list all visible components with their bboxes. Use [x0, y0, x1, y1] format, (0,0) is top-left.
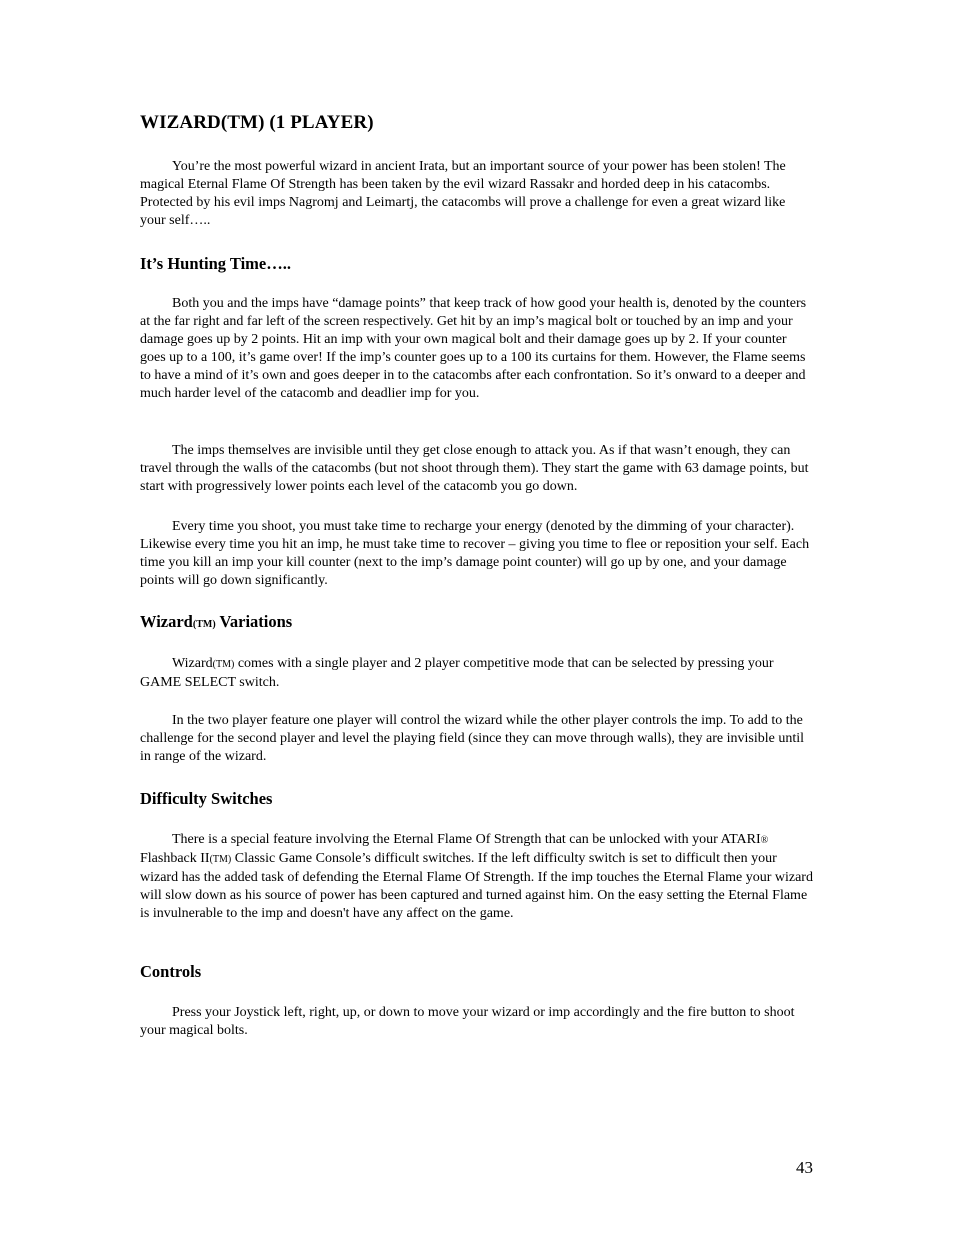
page-number: 43 — [796, 1158, 813, 1177]
hunting-paragraph-3: Every time you shoot, you must take time to recharge your energy (denoted by the dimming of your character). Likewise every time you hit an imp, he must take time to recover – giving you time to flee or reposition your self. Each time you kill an imp your kill counter (next to the imp’s damage point counter) will go up by one, and your damage points will go down significantly. — [140, 519, 810, 589]
hunting-heading: It’s Hunting Time….. — [140, 254, 291, 273]
difficulty-text-rest: Classic Game Console’s difficult switches. If the left difficulty switch is set to difficult then your wizard has the added task of defending the Eternal Flame Of Strength. If the imp touches the Eternal Flame your wizard will slow down as his source of power has been captured and turned against him. On the easy setting the Eternal Flame is invulnerable to the imp and doesn't have any affect on the game. — [140, 851, 813, 922]
variations-paragraph-2: In the two player feature one player will control the wizard while the other player controls the imp. To add to the challenge for the second player and level the playing field (since they can move through walls), they are invisible until in range of the wizard. — [140, 713, 805, 765]
variations-paragraph-1 — [140, 655, 814, 692]
variations-heading-main: Wizard — [140, 612, 193, 631]
variations-heading-rest: Variations — [215, 612, 293, 631]
difficulty-tm: (TM) — [209, 854, 232, 866]
variations-heading-tm: (TM) — [192, 619, 216, 630]
hunting-paragraph-2: The imps themselves are invisible until they get close enough to attack you. As if that wasn’t enough, they can travel through the walls of the catacombs (but not shoot through them). They start the game with 63 damage points, but start with progressively lower points each level of the catacomb you go down. — [140, 443, 809, 495]
difficulty-text-mid: Flashback II — [140, 851, 210, 867]
page-title: WIZARD(TM) (1 PLAYER) — [140, 112, 374, 133]
controls-paragraph: Press your Joystick left, right, up, or down to move your wizard or imp accordingly and the fire button to shoot your magical bolts. — [140, 1005, 795, 1039]
variations-text: comes with a single player and 2 player competitive mode that can be selected by pressing your GAME SELECT switch. — [140, 656, 774, 691]
variations-tm: (TM) — [212, 659, 235, 670]
variations-word: Wizard — [172, 656, 213, 671]
intro-paragraph: You’re the most powerful wizard in ancient Irata, but an important source of your power has been stolen! The magical Eternal Flame Of Strength has been taken by the evil wizard Rassakr and horded deep in his catacombs. Protected by his evil imps Nagromj and Leimartj, the catacombs will prove a challenge for even a great wizard like your self….. — [140, 159, 786, 229]
difficulty-paragraph — [140, 831, 814, 923]
registered-mark: ® — [760, 835, 769, 846]
variations-heading — [140, 612, 292, 632]
difficulty-text-start: There is a special feature involving the Eternal Flame Of Strength that can be unlocked with your ATARI — [172, 832, 761, 847]
difficulty-heading: Difficulty Switches — [140, 789, 273, 808]
controls-heading: Controls — [140, 962, 202, 981]
hunting-paragraph-1: Both you and the imps have “damage points” that keep track of how good your health is, denoted by the counters at the far right and far left of the screen respectively. Get hit by an imp’s magical bolt or touched by an imp and your damage goes up by 2 points. Hit an imp with your own magical bolt and their damage goes up by 2. If your counter goes up to a 100, it’s game over! If the imp’s counter goes up to a 100 its curtains for them. However, the Flame seems to have a mind of it’s own and goes deeper in to the catacombs after each confrontation. So it’s onward to a deeper and much harder level of the catacomb and deadlier imp for you. — [140, 296, 807, 402]
